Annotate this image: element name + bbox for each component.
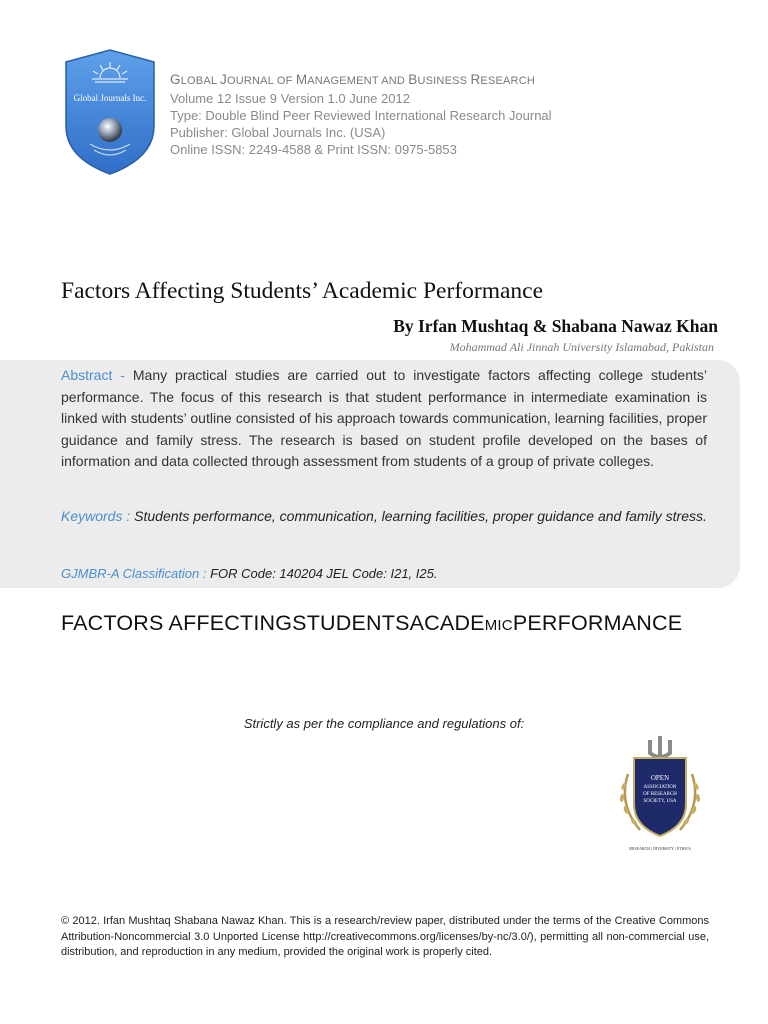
abstract-label: Abstract - [61,367,133,383]
seal-line3: OF RESEARCH [643,792,677,797]
journal-volume: Volume 12 Issue 9 Version 1.0 June 2012 [170,91,410,106]
trident-icon [648,736,672,759]
abstract [61,365,707,473]
seal-line2: ASSOCIATION [643,785,677,790]
journal-type: Type: Double Blind Peer Reviewed International Research Journal [170,108,552,123]
seal-line4: SOCIETY, USA [643,799,677,804]
paper-title-caps: FACTORS AFFECTINGSTUDENTSACADEMICPERFORMANCE [61,611,683,635]
classification [61,566,707,581]
classification-label: GJMBR-A Classification : [61,566,211,581]
oars-seal [610,734,710,854]
journal-header [170,71,750,158]
classification-body: FOR Code: 140204 JEL Code: I21, I25. [210,566,438,581]
keywords-label: Keywords : [61,508,135,524]
paper-title: Factors Affecting Students’ Academic Performance [61,278,544,304]
keywords [61,506,707,528]
journal-issn: Online ISSN: 2249-4588 & Print ISSN: 0975-5853 [170,142,457,157]
seal-tagline: RESEARCH | DIVERSITY | ETHICS [629,846,691,851]
keywords-body: Students performance, communication, learning facilities, proper guidance and family stress. [134,508,707,524]
globe-icon [98,118,122,142]
abstract-body: Many practical studies are carried out to investigate factors affecting college students’ performance. The focus of this research is that student performance in intermediate examination is linked with students’ outline consisted of his approach towards communication, learning facilities, proper guidance and family stress. The research is based on student profile developed on the bases of information and data collected through assessment from students of a group of private colleges. [61,367,707,470]
journal-title: GLOBAL JOURNAL OF MANAGEMENT AND BUSINESS RESEARCH [170,72,535,87]
journal-publisher: Publisher: Global Journals Inc. (USA) [170,125,386,140]
logo-text: Global Journals Inc. [73,93,147,103]
author-affiliation: Mohammad Ali Jinnah University Islamabad, Pakistan [449,340,714,354]
seal-line1: OPEN [650,774,670,782]
paper-authors: By Irfan Mushtaq & Shabana Nawaz Khan [393,316,718,336]
global-journals-logo [60,48,160,176]
compliance-note: Strictly as per the compliance and regulations of: [243,716,525,731]
copyright-footer: © 2012. Irfan Mushtaq Shabana Nawaz Khan. This is a research/review paper, distributed under the terms of the Creative Commons Attribution-Noncommercial 3.0 Unported License http://creativecommons.org/licenses/by-nc/3.0/), permitting all non-commercial use, distribution, and reproduction in any medium, provided the original work is properly cited. [61,915,709,958]
